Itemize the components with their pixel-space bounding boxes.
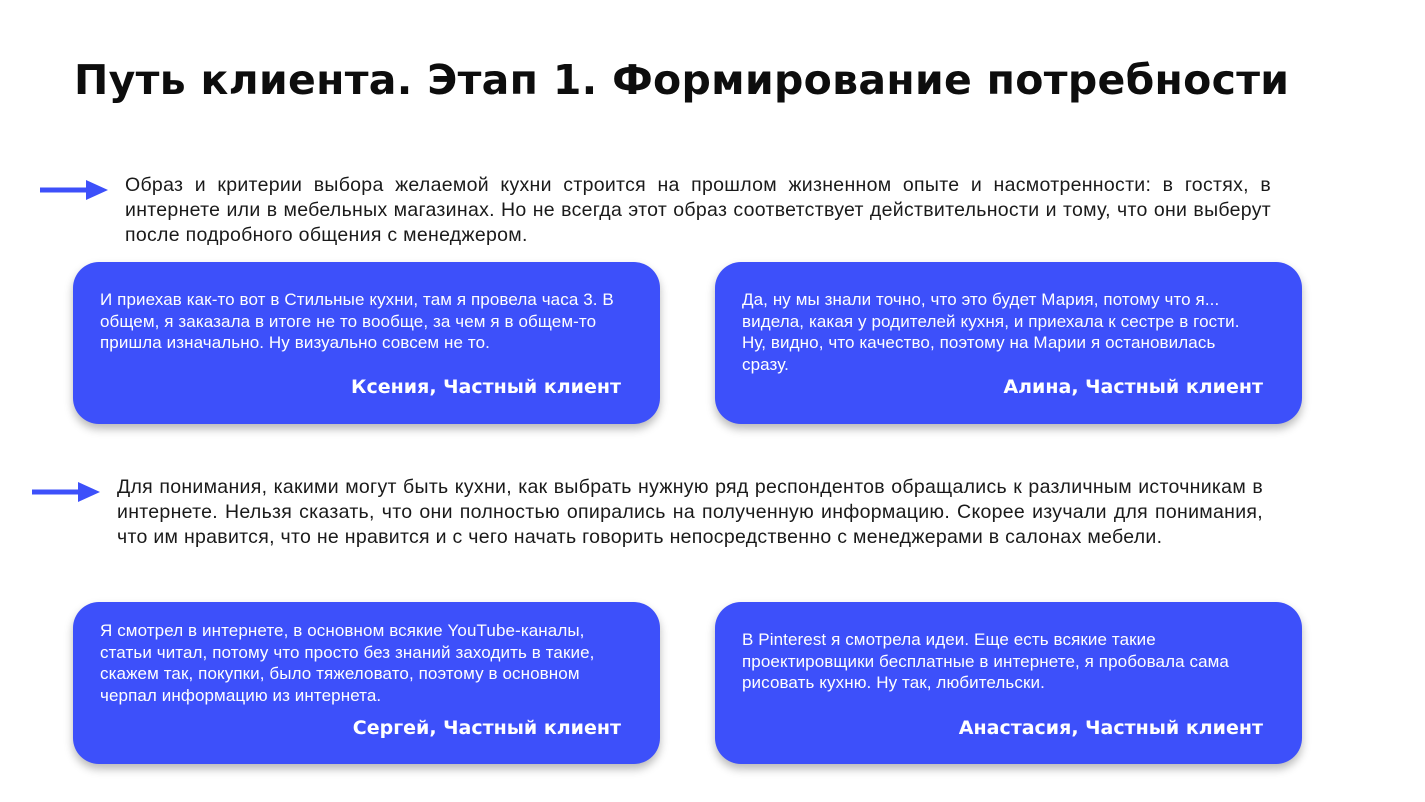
arrow-right-icon (40, 178, 108, 202)
section-1-text: Образ и критерии выбора желаемой кухни строится на прошлом жизненном опыте и насмотренности: в гостях, в интернете или в мебельных магазинах. Но не всегда этот образ соответствует действительности и тому, что они выберут после подробного общения с менеджером. (125, 174, 1271, 246)
quote-card (715, 602, 1302, 764)
quote-author: Алина, Частный клиент (1003, 376, 1263, 398)
quote-author: Ксения, Частный клиент (351, 376, 621, 398)
section-2-text: Для понимания, какими могут быть кухни, как выбрать нужную ряд респондентов обращались к различным источникам в интернете. Нельзя сказать, что они полностью опирались на полученную информацию. Скорее изучали для понимания, что им нравится, что не нравится и с чего начать говорить непосредственно с менеджерами в салонах мебели. (117, 476, 1263, 548)
quote-text: В Pinterest я смотрела идеи. Еще есть всякие такие проектировщики бесплатные в интернете, я пробовала сама рисовать кухню. Ну так, любительски. (742, 630, 1229, 692)
quote-author: Анастасия, Частный клиент (958, 717, 1263, 739)
quote-text: Да, ну мы знали точно, что это будет Мария, потому что я... видела, какая у родителей кухня, и приехала к сестре в гости. Ну, видно, что качество, поэтому на Марии я остановилась сразу. (742, 290, 1240, 374)
arrow-right-icon (32, 480, 100, 504)
quote-card (73, 262, 660, 424)
quote-text: Я смотрел в интернете, в основном всякие YouTube-каналы, статьи читал, потому что просто без знаний заходить в такие, скажем так, покупки, было тяжеловато, поэтому в основном черпал информацию из интернета. (100, 621, 595, 705)
page-title: Путь клиента. Этап 1. Формирование потребности (74, 56, 1290, 104)
quote-card (73, 602, 660, 764)
quote-text: И приехав как-то вот в Стильные кухни, там я провела часа 3. В общем, я заказала в итоге не то вообще, за чем я в общем-то пришла изначально. Ну визуально совсем не то. (100, 290, 614, 352)
quote-card (715, 262, 1302, 424)
quote-author: Сергей, Частный клиент (352, 717, 621, 739)
